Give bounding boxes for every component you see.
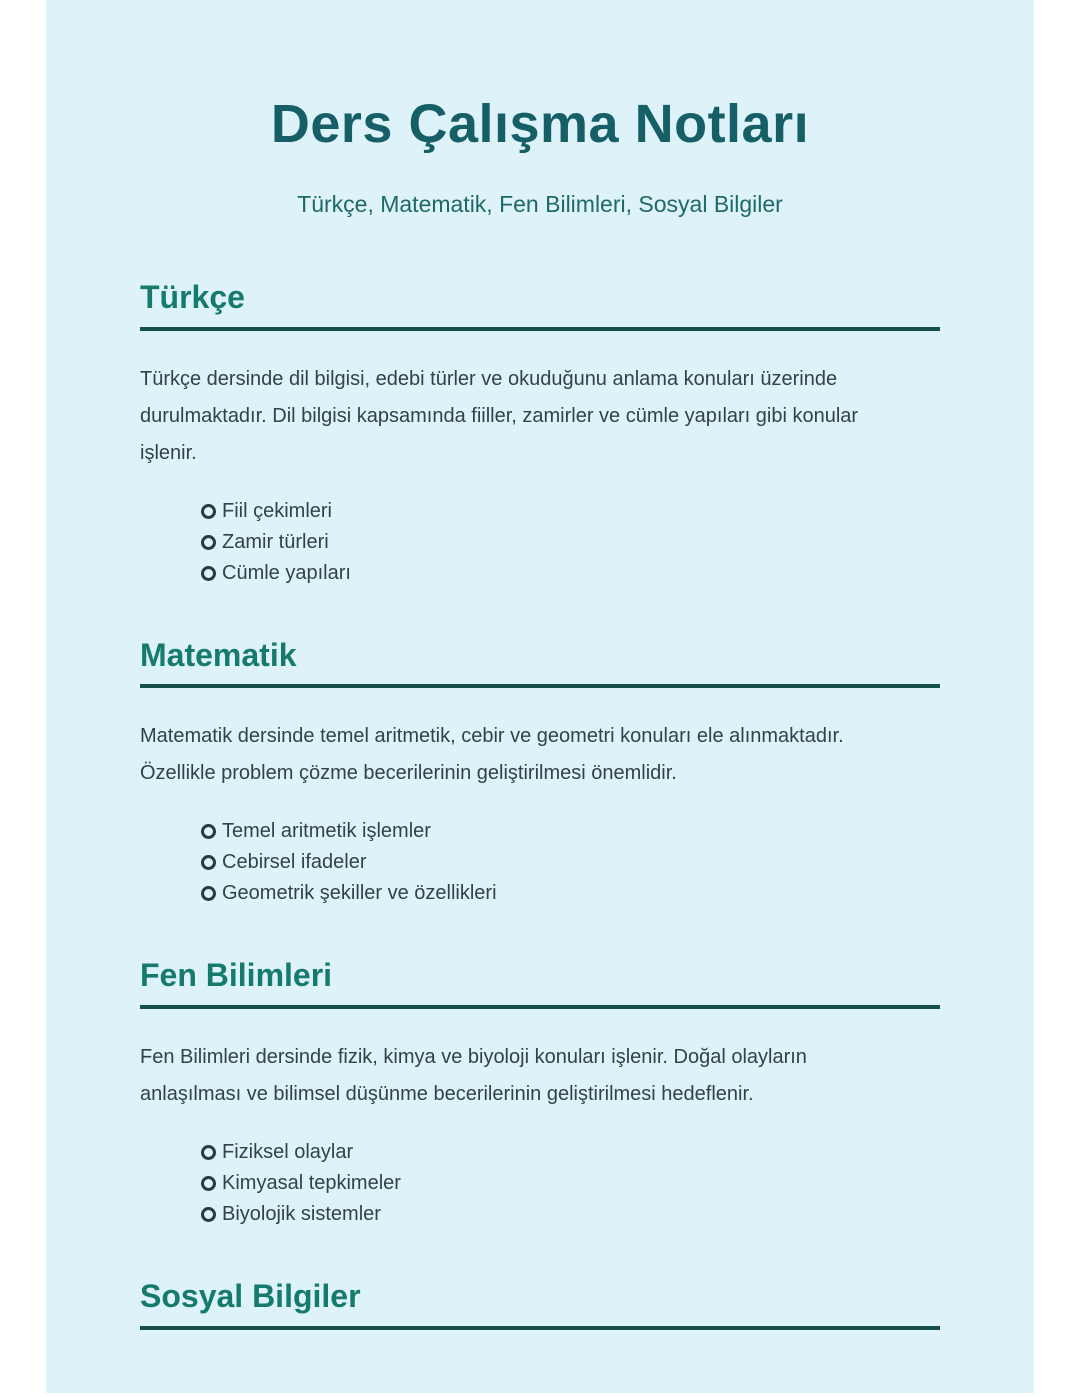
- list-item: [140, 1199, 940, 1230]
- section-divider: [140, 1326, 940, 1330]
- list-item: [140, 527, 940, 558]
- paragraph-line: Matematik dersinde temel aritmetik, cebir ve geometri konuları ele alınmaktadır.: [140, 725, 844, 748]
- list-item-label: Cebirsel ifadeler: [222, 851, 367, 874]
- list-item: [140, 847, 940, 878]
- section-divider: [140, 1005, 940, 1009]
- circle-bullet-icon: [201, 855, 216, 870]
- paragraph-line: Türkçe dersinde dil bilgisi, edebi türler ve okuduğunu anlama konuları üzerinde: [140, 367, 838, 390]
- circle-bullet-icon: [201, 886, 216, 901]
- list-item-label: Biyolojik sistemler: [222, 1203, 381, 1226]
- circle-bullet-icon: [201, 824, 216, 839]
- list-item: [140, 558, 940, 589]
- section-heading: Türkçe: [140, 279, 245, 316]
- topic-list: [140, 496, 940, 589]
- section-sosyal-bilgiler: [140, 1276, 940, 1330]
- section-paragraph: [140, 361, 940, 472]
- list-item: [140, 878, 940, 909]
- circle-bullet-icon: [201, 504, 216, 519]
- paragraph-line: Özellikle problem çözme becerilerinin geliştirilmesi önemlidir.: [140, 762, 677, 785]
- circle-bullet-icon: [201, 566, 216, 581]
- list-item-label: Fiil çekimleri: [222, 499, 332, 522]
- list-item-label: Cümle yapıları: [222, 561, 351, 584]
- circle-bullet-icon: [201, 1207, 216, 1222]
- section-paragraph: [140, 1039, 940, 1113]
- page-title: Ders Çalışma Notları: [270, 94, 810, 154]
- page-subtitle: Türkçe, Matematik, Fen Bilimleri, Sosyal Bilgiler: [297, 190, 783, 217]
- topic-list: [140, 1137, 940, 1230]
- list-item-label: Temel aritmetik işlemler: [222, 820, 431, 843]
- list-item-label: Fiziksel olaylar: [222, 1141, 354, 1164]
- section-heading: Sosyal Bilgiler: [140, 1278, 361, 1315]
- paragraph-line: durulmaktadır. Dil bilgisi kapsamında fiiller, zamirler ve cümle yapıları gibi konular: [140, 404, 859, 427]
- paragraph-line: anlaşılması ve bilimsel düşünme becerilerinin geliştirilmesi hedeflenir.: [140, 1083, 754, 1106]
- list-item: [140, 816, 940, 847]
- topic-list: [140, 816, 940, 909]
- section-turkce: [140, 277, 940, 589]
- paragraph-line: Fen Bilimleri dersinde fizik, kimya ve biyoloji konuları işlenir. Doğal olayların: [140, 1046, 807, 1069]
- section-paragraph: [140, 718, 940, 792]
- section-heading: Fen Bilimleri: [140, 957, 333, 994]
- section-fen-bilimleri: [140, 955, 940, 1230]
- list-item: [140, 496, 940, 527]
- section-matematik: [140, 635, 940, 910]
- list-item: [140, 1137, 940, 1168]
- section-divider: [140, 684, 940, 688]
- list-item-label: Zamir türleri: [222, 530, 329, 553]
- section-heading: Matematik: [140, 636, 297, 673]
- circle-bullet-icon: [201, 1176, 216, 1191]
- circle-bullet-icon: [201, 535, 216, 550]
- section-divider: [140, 327, 940, 331]
- paragraph-line: işlenir.: [140, 441, 197, 464]
- list-item-label: Geometrik şekiller ve özellikleri: [222, 882, 497, 905]
- list-item: [140, 1168, 940, 1199]
- circle-bullet-icon: [201, 1145, 216, 1160]
- document-page: [140, 0, 940, 1330]
- content-card: [46, 0, 1034, 1393]
- list-item-label: Kimyasal tepkimeler: [222, 1172, 401, 1195]
